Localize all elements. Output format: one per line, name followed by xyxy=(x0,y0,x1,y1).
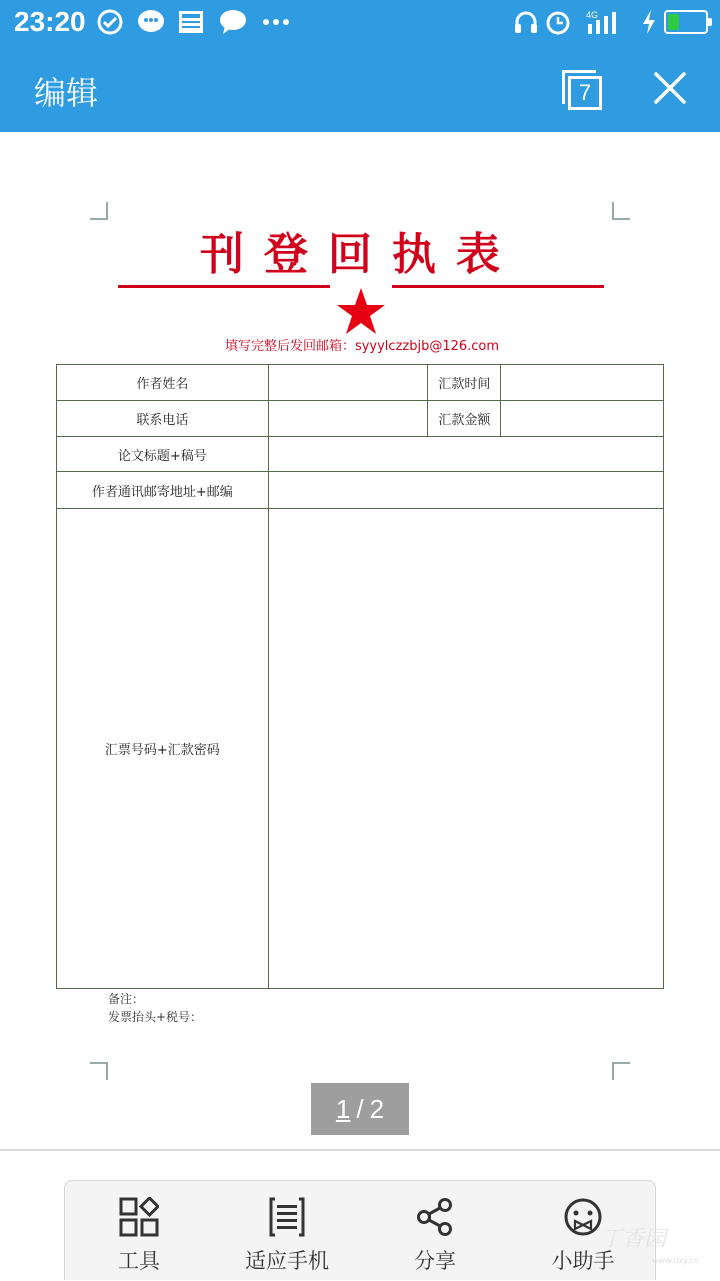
current-page: 1 xyxy=(335,1093,351,1124)
page-title: 编辑 xyxy=(34,74,99,112)
tools-label: 工具 xyxy=(118,1249,160,1273)
check-circle-icon xyxy=(96,8,124,36)
paper-title-field[interactable] xyxy=(268,437,663,472)
svg-text:4G: 4G xyxy=(586,10,599,20)
alarm-icon xyxy=(544,8,572,36)
battery-level xyxy=(668,14,679,30)
table-row xyxy=(57,401,664,437)
remit-amount-label: 汇款金额 xyxy=(428,401,501,437)
app-bar xyxy=(0,44,720,132)
share-icon xyxy=(415,1197,455,1237)
bottom-toolbar xyxy=(64,1180,656,1280)
tools-grid-icon xyxy=(119,1197,159,1237)
remit-time-field[interactable] xyxy=(501,365,664,401)
close-button[interactable] xyxy=(648,66,692,110)
table-row xyxy=(57,509,664,989)
address-label: 作者通讯邮寄地址+邮编 xyxy=(57,472,269,509)
page-count-button[interactable] xyxy=(560,68,604,112)
notes-block xyxy=(108,990,202,1026)
status-time: 23:20 xyxy=(14,6,86,37)
share-button[interactable] xyxy=(361,1181,509,1281)
receipt-form-table xyxy=(56,364,664,989)
table-row xyxy=(57,472,664,509)
assistant-label: 小助手 xyxy=(551,1249,615,1273)
crop-mark xyxy=(90,1062,108,1080)
headphones-icon xyxy=(512,8,540,36)
fit-phone-icon xyxy=(267,1197,307,1237)
total-pages: 2 xyxy=(369,1093,385,1124)
page-indicator xyxy=(311,1083,409,1135)
share-label: 分享 xyxy=(414,1249,456,1273)
remit-time-label: 汇款时间 xyxy=(428,365,501,401)
title-rule-left xyxy=(118,285,330,288)
ticket-field[interactable] xyxy=(268,509,663,989)
paper-title-label: 论文标题+稿号 xyxy=(57,437,269,472)
document-subtitle: 填写完整后发回邮箱：syyylczzbjb@126.com xyxy=(224,339,500,354)
news-icon xyxy=(178,8,204,36)
fit-phone-label: 适应手机 xyxy=(245,1249,329,1273)
title-rule-right xyxy=(392,285,604,288)
phone-label: 联系电话 xyxy=(57,401,269,437)
table-row xyxy=(57,437,664,472)
author-name-label: 作者姓名 xyxy=(57,365,269,401)
invoice-label: 发票抬头+税号： xyxy=(108,1010,203,1024)
document-page[interactable] xyxy=(0,132,720,1150)
address-field[interactable] xyxy=(268,472,663,509)
ticket-label: 汇票号码+汇款密码 xyxy=(57,509,269,989)
page-separator: / xyxy=(356,1093,364,1124)
assistant-robot-icon xyxy=(563,1197,603,1237)
crop-mark xyxy=(612,1062,630,1080)
remark-label: 备注： xyxy=(108,992,145,1006)
table-row xyxy=(57,365,664,401)
wechat-icon xyxy=(136,8,166,36)
page-count-label: 7 xyxy=(568,76,602,110)
document-title: 刊登回执表 xyxy=(200,229,520,280)
remit-amount-field[interactable] xyxy=(501,401,664,437)
star-icon xyxy=(334,286,388,336)
phone-field[interactable] xyxy=(268,401,428,437)
watermark-logo: 丁香园 xyxy=(600,1227,667,1252)
fit-phone-button[interactable] xyxy=(213,1181,361,1281)
signal-icon xyxy=(586,8,626,36)
watermark-url: www.dxy.cn xyxy=(652,1256,699,1265)
more-dots-icon xyxy=(262,8,290,36)
tools-button[interactable] xyxy=(65,1181,213,1281)
close-icon xyxy=(648,66,692,110)
status-bar xyxy=(0,0,720,44)
charging-icon xyxy=(640,8,658,36)
battery-icon xyxy=(664,10,708,34)
author-name-field[interactable] xyxy=(268,365,428,401)
chat-bubble-icon xyxy=(218,8,248,36)
toolbar-divider xyxy=(0,1149,720,1151)
